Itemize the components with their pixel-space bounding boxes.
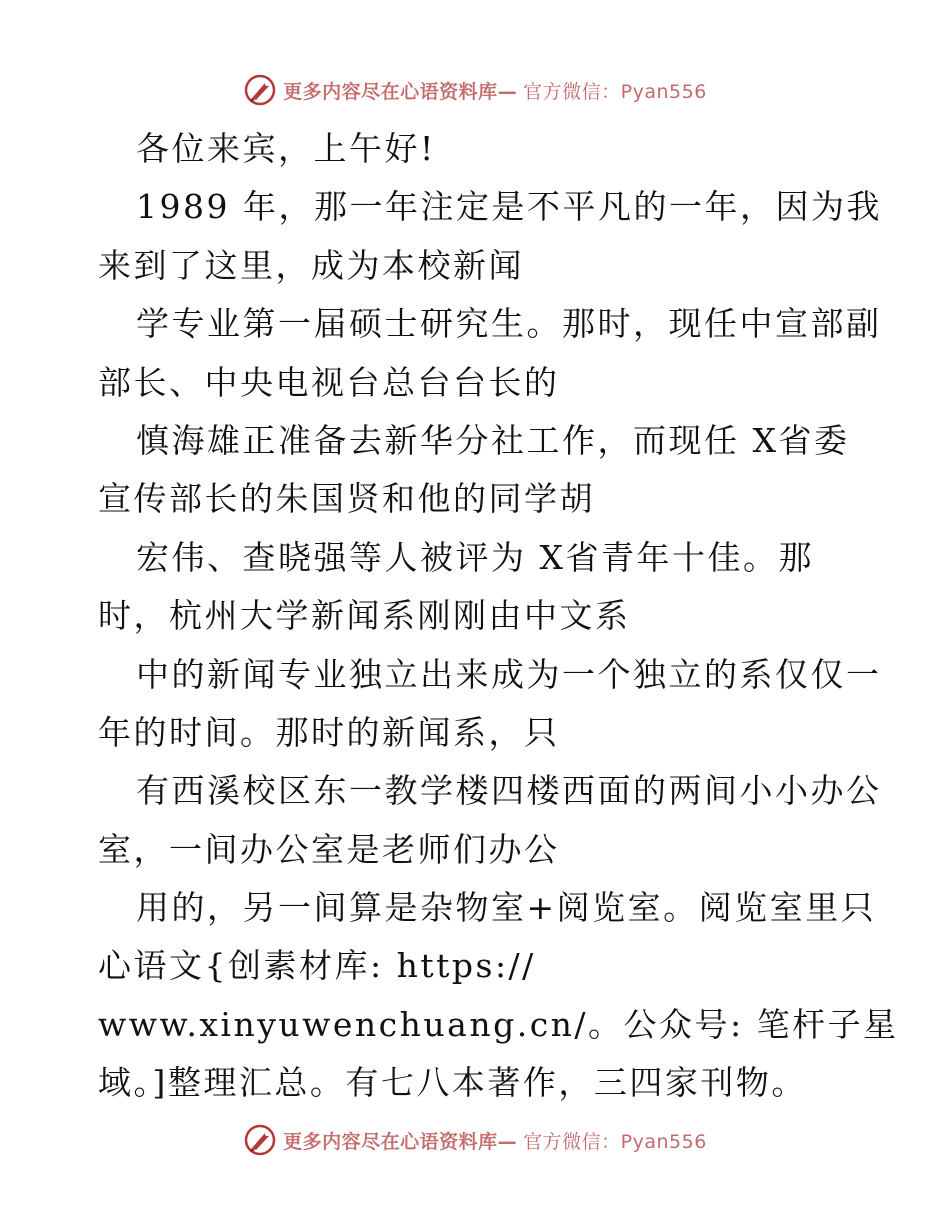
- text-line: 域。]整理汇总。有七八本著作，三四家刊物。: [98, 1063, 807, 1103]
- text-line: 宣传部长的朱国贤和他的同学胡: [98, 479, 595, 519]
- text-line: 各位来宾，上午好!: [136, 129, 436, 168]
- text-line: 时，杭州大学新闻系刚刚由中文系: [98, 596, 631, 636]
- text-line: 1989 年，那一年注定是不平凡的一年，因为我: [136, 187, 882, 227]
- document-body: [98, 120, 899, 1113]
- text-line: 心语文{创素材库: https://: [98, 946, 536, 986]
- text-line: 用的，另一间算是杂物室+阅览室。阅览室里只: [136, 888, 877, 928]
- watermark-text: 更多内容尽在心语资料库—: [283, 80, 518, 103]
- pen-logo-icon: [243, 1123, 277, 1157]
- text-line: www.xinyuwenchuang.cn/。公众号: 笔杆子星: [98, 1004, 899, 1044]
- footer-watermark: [0, 1120, 950, 1160]
- text-line: 有西溪校区东一教学楼四楼西面的两间小小办公: [136, 771, 882, 811]
- text-line: 年的时间。那时的新闻系，只: [98, 712, 560, 752]
- watermark-text: 更多内容尽在心语资料库—: [283, 1130, 518, 1153]
- text-line: 宏伟、查晓强等人被评为 X省青年十佳。那: [136, 537, 814, 577]
- header-watermark: [0, 70, 950, 110]
- watermark-contact: 官方微信：Pyan556: [523, 80, 707, 103]
- text-line: 学专业第一届硕士研究生。那时，现任中宣部副: [136, 304, 882, 344]
- text-line: 室，一间办公室是老师们办公: [98, 829, 560, 869]
- text-line: 中的新闻专业独立出来成为一个独立的系仅仅一: [136, 654, 882, 694]
- pen-logo-icon: [243, 73, 277, 107]
- text-line: 部长、中央电视台总台台长的: [98, 362, 560, 402]
- text-line: 慎海雄正准备去新华分社工作，而现任 X省委: [136, 420, 850, 460]
- watermark-contact: 官方微信：Pyan556: [523, 1130, 707, 1153]
- text-line: 来到了这里，成为本校新闻: [98, 245, 524, 285]
